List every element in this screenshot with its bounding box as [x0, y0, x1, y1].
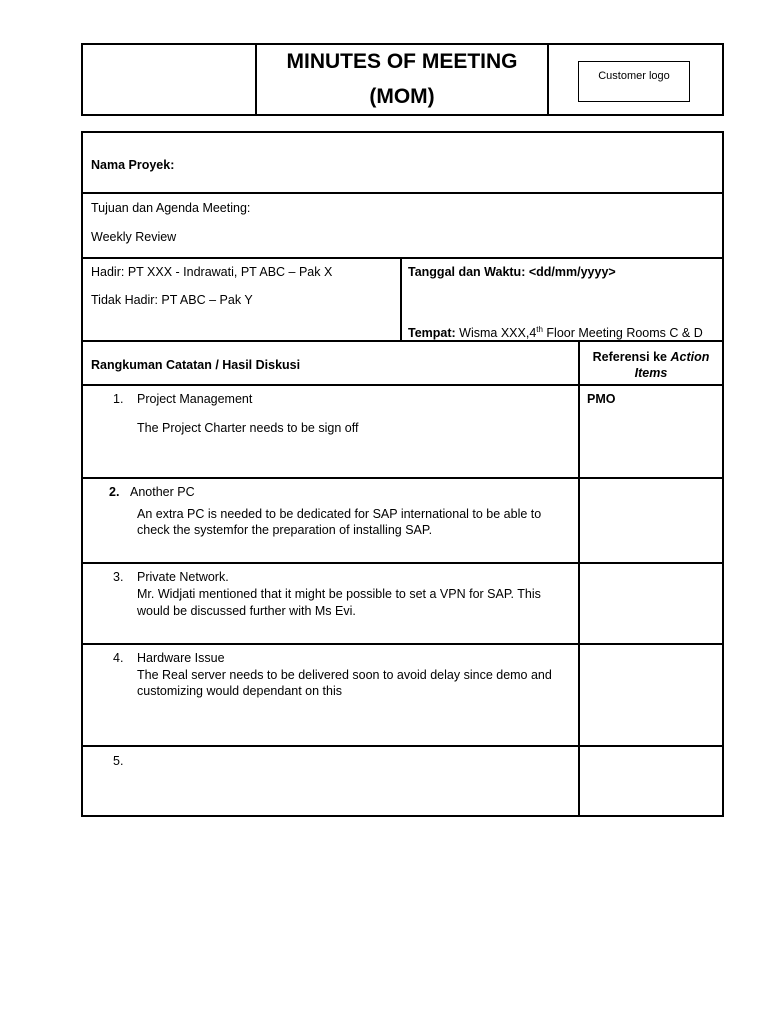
item-number: 3. [113, 570, 124, 584]
summary-column-header: Rangkuman Catatan / Hasil Diskusi [91, 358, 301, 372]
agenda-value: Weekly Review [91, 230, 177, 244]
document-title-line2: (MOM) [369, 85, 435, 108]
absentees-label: Tidak Hadir: [91, 293, 158, 307]
place-value-post: Floor Meeting Rooms C & D [542, 326, 703, 341]
header-divider-right [547, 43, 549, 116]
reference-header-items: Items [634, 366, 668, 380]
item-number: 1. [113, 392, 124, 406]
item-detail-line2: would be discussed further with Ms Evi. [137, 604, 356, 618]
row-divider-1 [81, 477, 724, 479]
row-divider-header [81, 384, 724, 386]
attendees-value: PT XXX - Indrawati, PT ABC – Pak X [127, 265, 333, 279]
customer-logo-placeholder: Customer logo [598, 70, 670, 82]
datetime-label: Tanggal dan Waktu: [408, 265, 526, 279]
minutes-table [81, 131, 724, 817]
project-name-label: Nama Proyek: [91, 158, 175, 172]
reference-header-text: Referensi ke [592, 350, 667, 364]
item-detail-line1: Mr. Widjati mentioned that it might be possible to set a VPN for SAP. This [137, 587, 541, 601]
item-number: 2. [109, 485, 120, 499]
place-value-sup: th [536, 325, 543, 334]
row-divider-project [81, 192, 724, 194]
item-detail-line1: The Real server needs to be delivered soon to avoid delay since demo and [137, 668, 552, 682]
item-title: Private Network. [137, 570, 229, 584]
reference-column-divider [578, 341, 580, 817]
row-divider-3 [81, 643, 724, 645]
datetime-value: <dd/mm/yyyy> [528, 265, 616, 279]
attendance-column-divider [400, 257, 402, 341]
attendees-label: Hadir: [91, 265, 125, 279]
row-divider-2 [81, 562, 724, 564]
row-divider-4 [81, 745, 724, 747]
attendees [91, 265, 332, 280]
reference-column-header-line2 [580, 366, 722, 381]
place-value [459, 326, 703, 340]
item-title: Another PC [130, 485, 195, 499]
meeting-place [408, 322, 703, 341]
document-title-line1: MINUTES OF MEETING [286, 50, 518, 73]
item-title: Project Management [137, 392, 253, 406]
absentees-value: PT ABC – Pak Y [161, 293, 253, 307]
item-reference: PMO [587, 392, 616, 406]
reference-column-header-line1 [580, 350, 722, 365]
item-title: Hardware Issue [137, 651, 225, 665]
item-detail-line1: An extra PC is needed to be dedicated for SAP international to be able to [137, 507, 542, 521]
item-number: 5. [113, 754, 124, 768]
place-label: Tempat: [408, 326, 456, 341]
absentees [91, 293, 253, 308]
meeting-datetime [408, 265, 616, 280]
place-value-pre: Wisma XXX,4 [459, 326, 537, 341]
item-number: 4. [113, 651, 124, 665]
item-detail-line2: check the systemfor the preparation of installing SAP. [137, 523, 433, 537]
item-detail-line1: The Project Charter needs to be sign off [137, 421, 359, 435]
agenda-label: Tujuan dan Agenda Meeting: [91, 201, 251, 215]
row-divider-agenda [81, 257, 724, 259]
reference-header-action: Action [670, 350, 710, 364]
item-detail-line2: customizing would dependant on this [137, 684, 342, 698]
